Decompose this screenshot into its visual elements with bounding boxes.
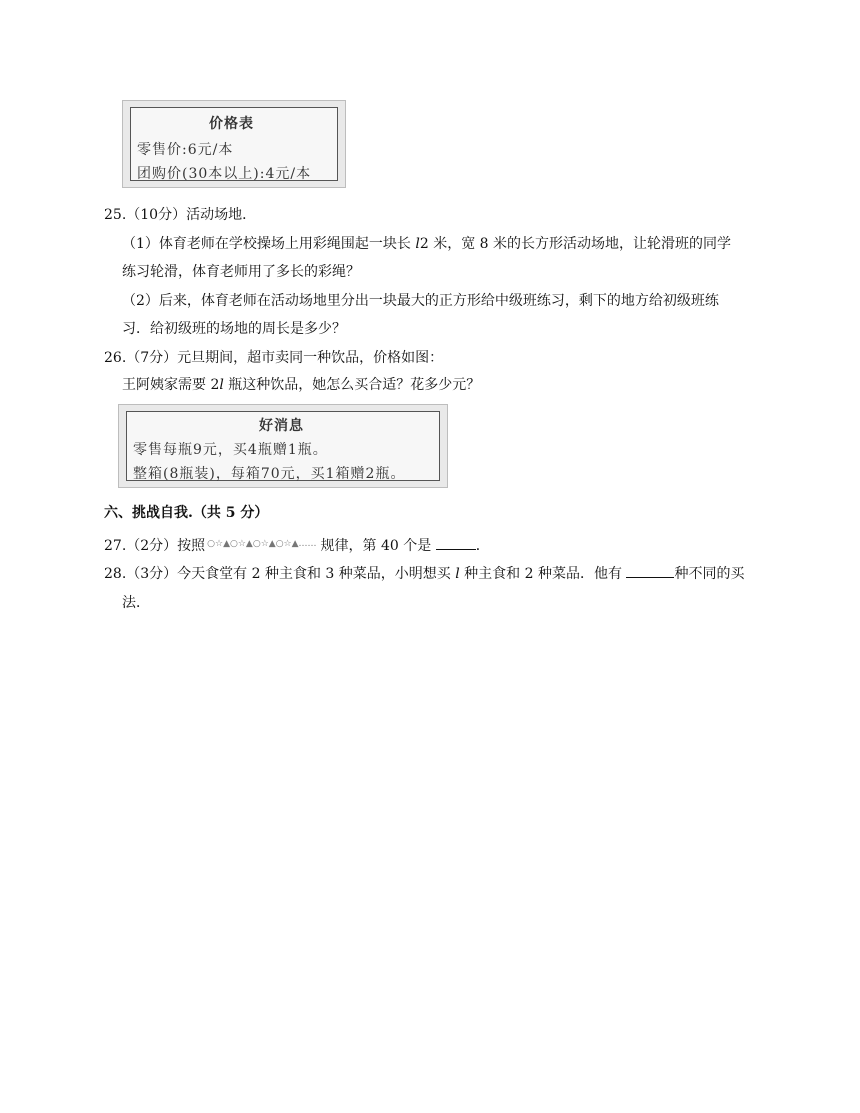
drink-promo-title: 好消息: [259, 418, 304, 434]
drink-promo-line2: 整箱(8瓶装)，每箱70元，买1箱赠2瓶。: [133, 466, 406, 482]
question-26-body: 王阿姨家需要 2l 瓶这种饮品，她怎么买合适？花多少元？: [122, 377, 481, 393]
question-28-line1: 28.（3分）今天食堂有 2 种主食和 3 种菜品，小明想买 l 种主食和 2 种菜品．他有 种不同的买: [104, 563, 744, 584]
shape-sequence-image: ○☆▲○☆▲○☆▲○☆▲……: [207, 539, 317, 549]
price-table-title: 价格表: [209, 116, 254, 132]
question-25-part1-line2: 练习轮滑，体育老师用了多长的彩绳？: [122, 264, 360, 280]
question-25-part2-line1: （2）后来，体育老师在活动场地里分出一块最大的正方形给中级班练习，剩下的地方给初级班练: [122, 293, 719, 309]
answer-blank-28[interactable]: [626, 563, 674, 578]
drink-promo-image: [118, 404, 448, 488]
price-table-retail: 零售价:6元/本: [137, 142, 234, 158]
question-25-part1-line1: （1）体育老师在学校操场上用彩绳围起一块长 l2 米，宽 8 米的长方形活动场地，让轮滑班的同学: [122, 236, 732, 252]
price-table-group: 团购价(30本以上):4元/本: [137, 166, 312, 182]
question-25-part2-line2: 习．给初级班的场地的周长是多少？: [122, 321, 346, 337]
question-28-line2: 法．: [122, 595, 150, 611]
section-6-heading: 六、挑战自我.（共 5 分）: [104, 505, 269, 521]
question-25-stem: 25.（10分）活动场地．: [104, 207, 257, 223]
answer-blank-27[interactable]: [436, 535, 476, 550]
price-table-image: [122, 100, 346, 188]
drink-promo-line1: 零售每瓶9元，买4瓶赠1瓶。: [133, 442, 328, 458]
question-27: 27.（2分）按照 ○☆▲○☆▲○☆▲○☆▲…… 规律，第 40 个是 ．: [104, 534, 490, 556]
question-26-stem: 26.（7分）元旦期间，超市卖同一种饮品，价格如图：: [104, 350, 444, 366]
